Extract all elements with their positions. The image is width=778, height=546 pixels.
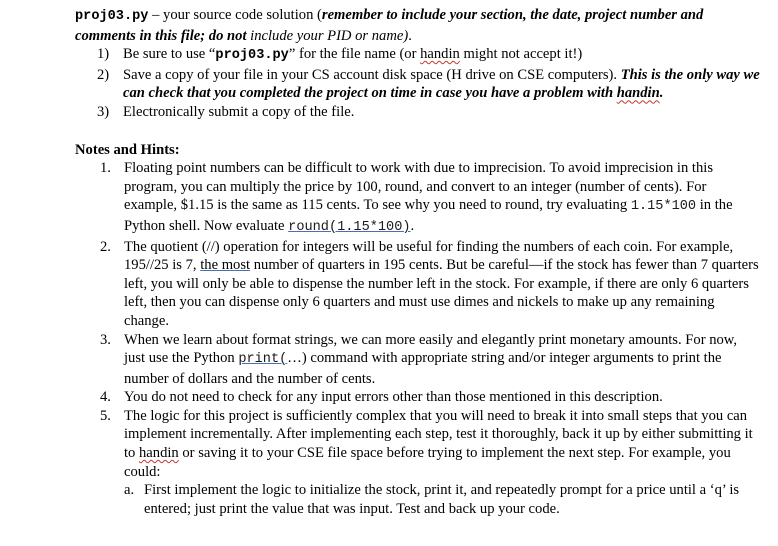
note-text: The logic for this project is sufficiently complex that you will need to break it into small steps that you can implement incrementally. After implementing each step, test it thoroughly, back it up by either submitting it to	[124, 407, 753, 462]
note-number: 3.	[100, 331, 111, 348]
submission-steps	[75, 45, 760, 121]
step-number: 2)	[97, 66, 110, 83]
note-5	[75, 407, 760, 481]
note-number: 5.	[100, 407, 111, 424]
note-number: 1.	[100, 160, 111, 177]
intro-include: include your PID or name)	[246, 27, 409, 44]
note-text: When we learn about format strings, we can more easily and elegantly print monetary amounts. For now, just use the Python	[124, 331, 738, 367]
subitem-letter: a.	[124, 482, 135, 499]
note-number: 4.	[100, 389, 111, 406]
notes-heading: Notes and Hints:	[75, 141, 180, 158]
handin-word: handin	[139, 445, 179, 462]
note-2	[75, 238, 760, 331]
step-italic: This is the only way we can check that you completed the project on time in case you have a problem with	[123, 66, 760, 102]
code-snippet: print(	[238, 352, 288, 368]
step-number: 3)	[97, 103, 110, 120]
intro-paragraph	[75, 6, 760, 45]
note-text: You do not need to check for any input errors other than those mentioned in this description.	[124, 389, 663, 406]
step-text: ” for the file name (or	[288, 46, 421, 63]
intro-donot: do not	[205, 27, 247, 44]
note-text: in the Python shell. Now evaluate	[124, 197, 733, 234]
intro-remember: remember to include your section, the date, project number and comments in this file;	[75, 7, 704, 44]
subitem-text: First implement the logic to initialize the stock, print it, and repeatedly prompt for a price until a ‘q’ is entered; just print the value that was input. Test and back up your code.	[144, 482, 740, 517]
filename-code: proj03.py	[215, 48, 289, 64]
step-text: Electronically submit a copy of the file.	[123, 103, 355, 120]
note-1	[75, 159, 760, 237]
note-text: Floating point numbers can be difficult to work with due to imprecision. To avoid imprecision in this program, you can multiply the price by 100, round, and convert to an integer (number of cents). For example, $1.15 is the same as 115 cents. To see why you need to round, try evaluating	[124, 160, 714, 214]
code-snippet: round(1.15*100)	[288, 219, 411, 235]
step-2	[75, 66, 760, 103]
notes-list	[75, 159, 760, 518]
ellipsis: …	[287, 350, 302, 367]
the-most-phrase: the most	[200, 257, 251, 274]
code-snippet: 1.15*100	[630, 199, 697, 215]
step-text: Save a copy of your file in your CS account disk space (H drive on CSE computers).	[123, 66, 618, 83]
filename: proj03.py	[75, 9, 149, 24]
step-number: 1)	[97, 46, 110, 63]
step-end: .	[659, 85, 664, 102]
note-text: The quotient (//) operation for integers will be useful for finding the numbers of each coin. For example, 195//25 is 7,	[124, 238, 734, 274]
note-3	[75, 331, 760, 389]
note-5-subitem-a	[75, 481, 760, 518]
note-text: .	[410, 217, 415, 234]
step-text: might not accept it!)	[459, 46, 583, 63]
note-text: ) command with appropriate string and/or integer arguments to print the number of dollars and the number of cents.	[124, 350, 722, 387]
handin-word: handin	[420, 46, 460, 63]
intro-dash: – your source code solution (	[148, 7, 322, 23]
note-4	[75, 388, 760, 407]
handin-word: handin	[616, 85, 660, 102]
step-3	[75, 103, 760, 122]
intro-end: .	[408, 27, 412, 44]
note-text: or saving it to your CSE file space before trying to implement the next step. For example, you could:	[124, 445, 731, 480]
step-1	[75, 45, 760, 66]
note-text: number of quarters in 195 cents. But be careful—if the stock has fewer than 7 quarters left, you will only be able to dispense the number left in the stock. For example, if there are only 6 quarters left, then you can dispense only 6 quarters and must use dimes and nickels to make up any remaining change.	[124, 257, 759, 329]
note-number: 2.	[100, 238, 111, 255]
step-text: Be sure to use “	[123, 46, 216, 63]
